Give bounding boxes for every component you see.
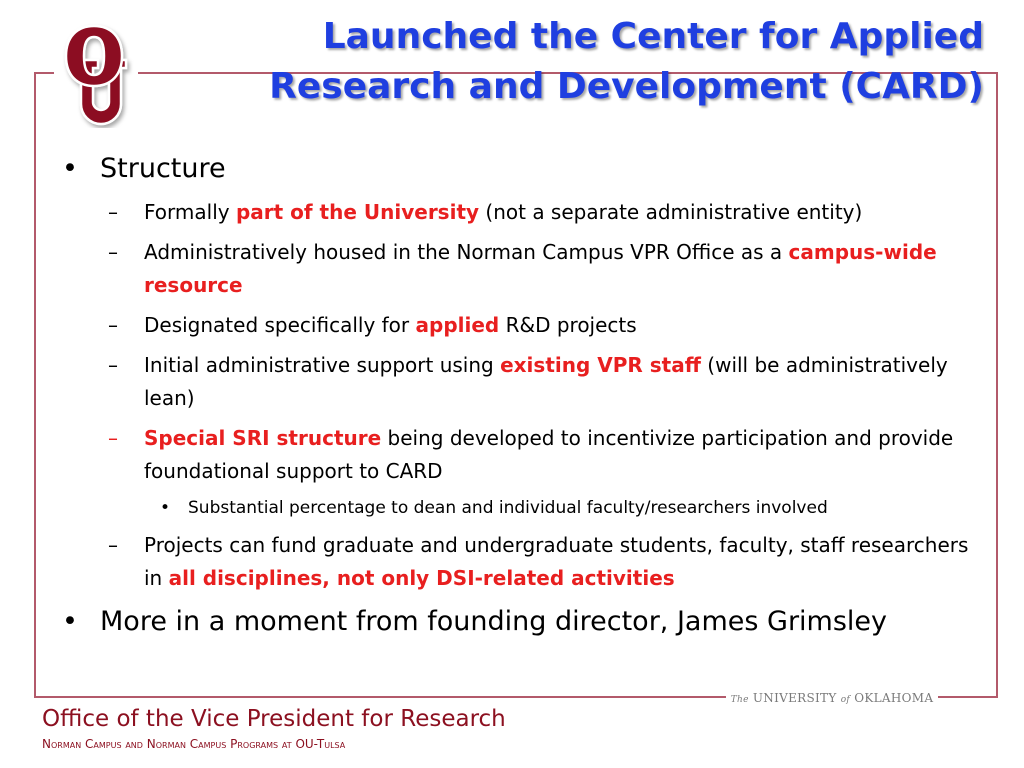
sub-sub-bullet	[60, 495, 985, 521]
university-wordmark	[726, 688, 938, 708]
sub-sub-bullet-text: Substantial percentage to dean and individual faculty/researchers involved	[188, 498, 828, 518]
dash-icon: –	[108, 200, 118, 224]
sub-bullet-text	[144, 533, 968, 590]
wordmark-of: of	[840, 695, 851, 705]
dash-icon: –	[108, 426, 118, 450]
text-post: R&D projects	[499, 313, 637, 337]
sub-bullet	[60, 349, 985, 415]
slide-title	[224, 12, 984, 112]
sub-bullet-text	[144, 313, 637, 337]
slide-content	[60, 152, 985, 649]
title-line-1: Launched the Center for Applied	[322, 16, 984, 57]
sub-bullet-text	[144, 353, 948, 410]
sub-bullet	[60, 196, 985, 229]
bullet-text: More in a moment from founding director, James Grimsley	[100, 606, 888, 637]
sub-bullet	[60, 529, 985, 595]
dash-icon: –	[108, 313, 118, 337]
dash-icon: –	[108, 240, 118, 264]
sub-bullet-text	[144, 200, 862, 224]
bullet-dot-icon: •	[160, 498, 171, 518]
wordmark-the: The	[730, 695, 749, 705]
dash-icon: –	[108, 533, 118, 557]
sub-bullet	[60, 236, 985, 302]
footer-campus: Norman Campus and Norman Campus Programs at OU-Tulsa	[42, 737, 346, 751]
title-line-2: Research and Development (CARD)	[269, 66, 984, 107]
text-pre: Administratively housed in the Norman Campus VPR Office as a	[144, 240, 789, 264]
highlight-text: existing VPR staff	[500, 353, 701, 377]
text-post: (will be administratively lean)	[144, 353, 948, 410]
ou-logo-icon	[54, 20, 138, 128]
sub-bullet	[60, 309, 985, 342]
bullet-structure	[60, 152, 985, 186]
highlight-text: applied	[415, 313, 500, 337]
bullet-dot-icon: •	[62, 606, 78, 637]
highlight-text: campus-wide resource	[144, 240, 937, 297]
text-pre: Projects can fund graduate and undergraduate students, faculty, staff researchers in	[144, 533, 969, 590]
dash-icon: –	[108, 353, 118, 377]
highlight-text: all disciplines, not only DSI-related activities	[168, 566, 675, 590]
text-pre: Initial administrative support using	[144, 353, 501, 377]
text-post: being developed to incentivize participation and provide foundational support to CARD	[144, 426, 954, 483]
sub-bullet	[60, 422, 985, 488]
bullet-text: Structure	[100, 153, 226, 184]
text-pre: Formally	[144, 200, 236, 224]
text-post: (not a separate administrative entity)	[479, 200, 863, 224]
wordmark-oklahoma: OKLAHOMA	[854, 691, 934, 705]
sub-bullet-text	[144, 240, 937, 297]
bullet-more	[60, 605, 985, 639]
wordmark-university: UNIVERSITY	[752, 691, 837, 705]
footer-office: Office of the Vice President for Research	[42, 706, 506, 732]
text-pre: Designated specifically for	[144, 313, 416, 337]
highlight-text: Special SRI structure	[144, 426, 382, 450]
highlight-text: part of the University	[235, 200, 480, 224]
bullet-dot-icon: •	[62, 153, 78, 184]
sub-bullet-text	[144, 426, 953, 483]
